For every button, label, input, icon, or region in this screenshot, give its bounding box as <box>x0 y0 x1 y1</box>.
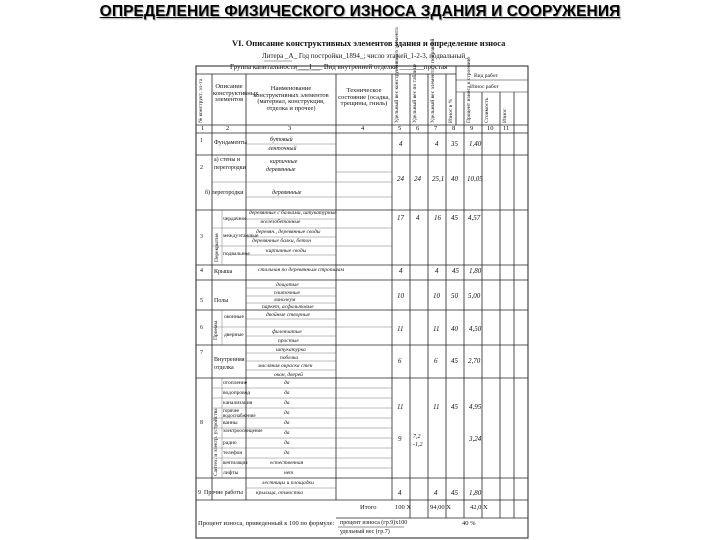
col-header-1: № конструкт. эл-та <box>198 78 204 123</box>
row-sub-item: оконные <box>224 314 244 320</box>
row-value: 4 <box>435 140 439 148</box>
row-value: 10,05 <box>467 175 483 183</box>
row-sub-desc: да <box>284 410 290 416</box>
row-desc: масляная окраска стен <box>258 363 313 369</box>
col-number: 7 <box>434 125 438 132</box>
row-desc: железобетонные <box>260 219 301 225</box>
row-sub-item: междуэтажные <box>223 233 259 239</box>
row-value: 4,57 <box>468 214 481 222</box>
total-value: 42,0 X <box>470 504 488 511</box>
formula-denominator: удельный вес (гр.7) <box>340 529 390 535</box>
row-sub-desc: нет <box>284 470 294 476</box>
row-value: 9 <box>398 435 402 443</box>
col-header-6: Удельный вес по таблице <box>412 63 418 123</box>
row-sub-desc: да <box>284 420 290 426</box>
row-sub-desc: двойные створные <box>266 312 310 318</box>
col-header-3: Наименование конструктивных элементов (материал, конструкция, отделка и прочее) <box>253 85 329 112</box>
row-name: Проемы <box>213 320 219 340</box>
row-value: 40 <box>451 325 458 333</box>
col-header-2: Описание конструктивных элементов <box>213 83 259 103</box>
row-name: Полы <box>214 298 229 304</box>
footer-label: Процент износа, приведенный к 100 по формуле: <box>198 520 335 527</box>
row-value: 25,1 <box>432 175 445 183</box>
row-desc: лестницы и площадки <box>262 480 314 486</box>
row-value: 4 <box>416 214 420 222</box>
footer-result: 40 % <box>462 520 476 527</box>
row-sub-desc: да <box>284 400 290 406</box>
row-sub-item: ванны <box>223 420 238 426</box>
col-number: 4 <box>361 125 365 132</box>
row-sub-desc: деревянные <box>272 190 302 196</box>
row-desc: стальная по деревянным стропилам <box>258 267 344 273</box>
page-title: ОПРЕДЕЛЕНИЕ ФИЗИЧЕСКОГО ИЗНОСА ЗДАНИЯ И СООРУЖЕНИЯ <box>99 3 621 20</box>
row-sub-desc: естественная <box>270 460 304 466</box>
row-desc: штукатурка <box>276 347 306 353</box>
form-line-1: Литера _А_ Год постройки_1894_; число этажей_1-2-3, подвальный_ <box>262 52 469 60</box>
row-value: 11 <box>433 325 440 333</box>
row-sub-desc: кирпичные своды <box>266 248 307 254</box>
row-name: Сантех. и электр. устройства <box>213 408 219 476</box>
col-number: 3 <box>288 125 292 132</box>
row-sub-desc: да <box>284 430 290 436</box>
row-value: 4,95 <box>469 403 482 411</box>
row-sub-item: вентиляция <box>223 461 248 466</box>
right-header-0: Вид работ <box>474 73 498 79</box>
row-value: 24 <box>414 175 421 183</box>
row-value: 7,2 <box>413 434 421 440</box>
col-header-11: Износ <box>502 108 508 123</box>
row-value: 3,24 <box>469 435 482 443</box>
row-desc: побелка <box>280 355 299 361</box>
row-value: 11 <box>397 403 404 411</box>
row-desc: деревянные <box>266 167 296 173</box>
col-header-10: Стоимость <box>484 97 490 123</box>
row-number: 9 <box>198 490 201 496</box>
row-name: Крыша <box>214 269 233 275</box>
row-sub-desc: филенчатые <box>272 329 302 335</box>
row-value: 4 <box>434 489 438 497</box>
row-value: 4 <box>399 140 403 148</box>
form-line-2: Группа капитальности ___I___ Вид внутренней отделки _______простая <box>230 63 448 71</box>
row-value: 4,50 <box>469 325 482 333</box>
row-name: Внутренняя отделка <box>214 357 245 371</box>
section-title: VI. Описание конструктивных элементов здания и определение износа <box>232 38 506 48</box>
row-sub-item: электроосвещение <box>223 429 263 434</box>
row-name: Прочие работы <box>204 490 243 496</box>
row-value: -1,2 <box>413 442 423 448</box>
row-value: 45 <box>451 357 458 365</box>
row-desc: плиточные <box>274 290 300 296</box>
row-value: 45 <box>451 214 458 222</box>
row-desc: окон, дверей <box>274 372 303 378</box>
row-number: 3 <box>200 234 203 240</box>
row-number: 8 <box>200 420 203 426</box>
row-sub-item: подвальное <box>223 251 250 257</box>
row-name: Фундаменты <box>214 140 247 146</box>
row-desc: паркет, асфальтовые <box>262 304 314 310</box>
row-desc: дощатые <box>276 282 299 288</box>
row-value: 1,40 <box>469 140 482 148</box>
row-sub-item: лифты <box>223 470 239 476</box>
row-value: 6 <box>434 357 438 365</box>
col-number: 10 <box>487 125 494 132</box>
row-value: 24 <box>397 175 404 183</box>
row-value: 40 <box>451 175 458 183</box>
formula-numerator: процент износа (гр.9)х100 <box>340 520 408 526</box>
row-sub-item: радио <box>223 440 237 446</box>
row-value: 45 <box>452 267 459 275</box>
total-value: 100 X <box>395 504 412 511</box>
row-value: 10 <box>433 292 440 300</box>
total-value: 94,00 X <box>430 504 451 511</box>
row-sub-desc: простые <box>278 338 299 344</box>
row-sub-item: горячее водоснабжение <box>223 409 256 419</box>
row-number: 5 <box>200 298 203 304</box>
col-number: 6 <box>416 125 420 132</box>
row-number: 6 <box>200 325 203 331</box>
col-header-9: Процент износа к строению <box>466 57 472 123</box>
row-desc: линолеум <box>274 297 296 303</box>
col-number: 11 <box>503 125 510 132</box>
row-value: 16 <box>434 214 441 222</box>
row-desc: крыльца, отмостки <box>256 490 303 496</box>
row-sub-item: водопровод <box>223 390 251 396</box>
row-value: 4 <box>398 489 402 497</box>
col-number: 2 <box>226 125 230 132</box>
row-value: 6 <box>398 357 402 365</box>
row-number: 1 <box>200 138 203 144</box>
row-value: 11 <box>433 403 440 411</box>
row-value: 45 <box>451 403 458 411</box>
row-value: 11 <box>397 325 404 333</box>
row-sub-desc: деревян., деревянные своды <box>256 229 321 235</box>
row-value: 2,70 <box>468 357 481 365</box>
row-sub-desc: да <box>284 380 290 386</box>
row-number: 7 <box>200 350 203 356</box>
row-number: 4 <box>200 268 203 274</box>
row-sub-desc: да <box>284 450 290 456</box>
row-desc: деревянные с балками, штукатурные <box>249 210 337 216</box>
col-header-4: Техническое состояние (осадка, трещины, гниль) <box>338 87 390 107</box>
row-sub-desc: да <box>284 390 290 396</box>
row-name: Перекрытия <box>214 233 220 262</box>
row-value: 17 <box>397 214 404 222</box>
row-number: 2 <box>200 165 203 171</box>
row-value: 1,80 <box>469 489 482 497</box>
col-header-8: Износ в % <box>448 98 454 123</box>
row-value: 35 <box>451 140 458 148</box>
row-sub-item: чердачное <box>223 216 247 222</box>
row-name: а) стены и перегородки <box>214 157 246 171</box>
row-value: 50 <box>451 292 458 300</box>
row-sub-item: телефон <box>223 450 243 456</box>
row-desc: ленточный <box>268 146 297 152</box>
total-label: Итого <box>360 504 377 511</box>
row-desc: кирпичные <box>270 159 298 165</box>
col-number: 1 <box>201 125 205 132</box>
row-value: 5,00 <box>468 292 481 300</box>
col-header-5: Удельный вес конструктивного элемента <box>394 27 400 123</box>
row-value: 10 <box>397 292 404 300</box>
row-value: 4 <box>399 267 403 275</box>
right-header-1: Износ работ <box>470 84 499 90</box>
col-header-7: Удельный вес элемента с поправкой <box>430 38 436 123</box>
row-desc: бутовый <box>270 137 293 143</box>
row-sub-name: б) перегородки <box>205 190 244 196</box>
col-number: 9 <box>470 125 474 132</box>
row-sub-desc: да <box>284 440 290 446</box>
row-sub-item: отопление <box>223 380 248 386</box>
row-value: 1,80 <box>469 267 482 275</box>
col-number: 5 <box>398 125 402 132</box>
row-sub-item: дверные <box>224 332 244 338</box>
row-sub-desc: деревянные балки, бетон <box>252 238 311 244</box>
row-sub-item: канализация <box>223 400 253 406</box>
row-value: 4 <box>435 267 439 275</box>
col-number: 8 <box>452 125 456 132</box>
row-value: 45 <box>451 489 458 497</box>
